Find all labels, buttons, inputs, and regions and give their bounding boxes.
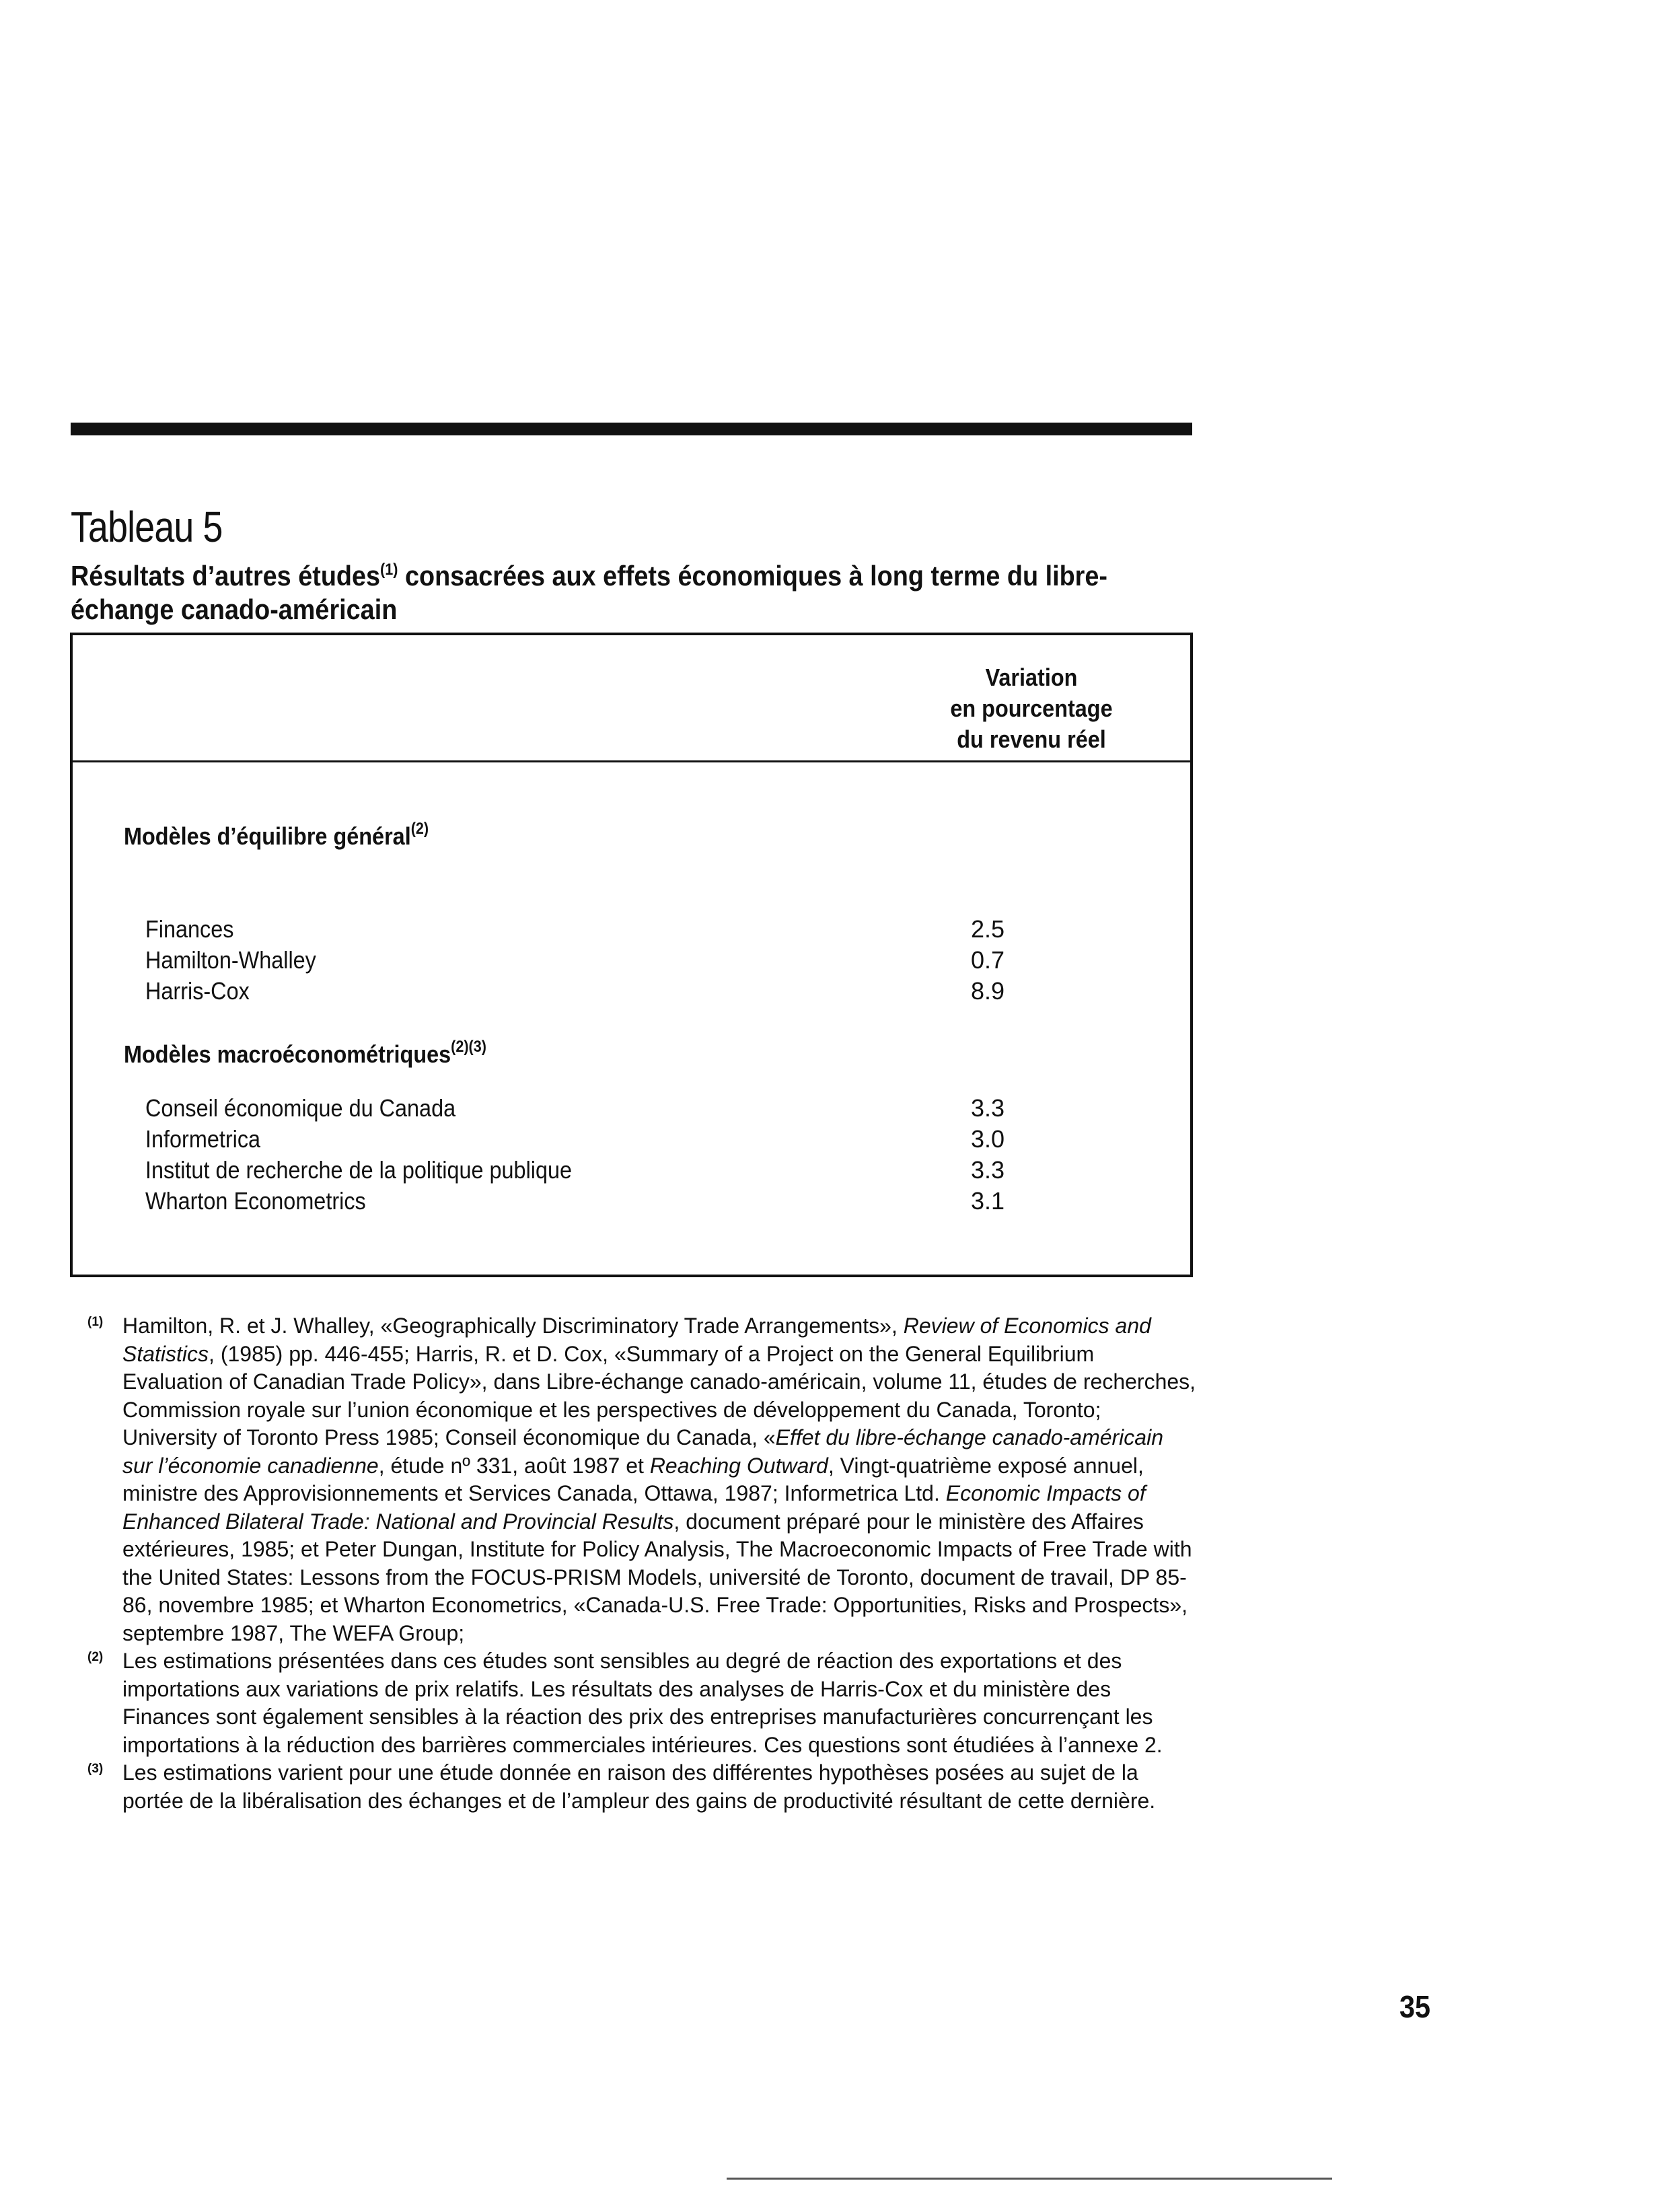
- row-name: Harris-Cox: [145, 977, 250, 1005]
- table-title: [71, 553, 1124, 626]
- top-rule-bar: [71, 423, 1192, 435]
- table-row: [73, 914, 1190, 945]
- row-value: 3.3: [970, 1094, 1005, 1122]
- table-row: [73, 945, 1190, 976]
- row-name: Hamilton-Whalley: [145, 946, 316, 974]
- row-value: 2.5: [970, 915, 1005, 943]
- bottom-rule: [727, 2178, 1332, 2180]
- footnote-marker: (1): [87, 1315, 104, 1329]
- column-header: [865, 662, 1198, 755]
- footnotes: [87, 1312, 1198, 1815]
- footnote-3: [87, 1759, 1198, 1815]
- column-header-line-3: du revenu réel: [957, 725, 1106, 753]
- footnote-italic-segment: Effet du libre-échange canado-américain sur l’économie canadienne: [122, 1425, 1163, 1478]
- section-heading-general-equilibrium: [124, 814, 429, 851]
- table-row: [73, 976, 1190, 1007]
- table-label: Tableau 5: [71, 503, 223, 551]
- row-name: Conseil économique du Canada: [145, 1094, 456, 1122]
- table-row: [73, 1155, 1190, 1186]
- table-title-part2: consacrées aux effets économiques à long terme du libre-échange canado-américain: [71, 560, 1107, 625]
- row-value: 3.0: [970, 1125, 1005, 1153]
- row-value: 3.3: [970, 1156, 1005, 1184]
- footnote-italic-segment: Reaching Outward: [649, 1453, 828, 1478]
- row-value: 0.7: [970, 946, 1005, 974]
- table-title-footnote-ref: (1): [380, 561, 398, 579]
- row-name: Institut de recherche de la politique publique: [145, 1156, 573, 1184]
- row-name: Wharton Econometrics: [145, 1187, 366, 1215]
- results-table: [70, 633, 1193, 1277]
- footnote-segment: , étude nº 331, août 1987 et: [378, 1453, 650, 1478]
- table-row: [73, 1186, 1190, 1217]
- column-header-line-2: en pourcentage: [950, 694, 1113, 722]
- footnote-segment: , (1985) pp. 446-455; Harris, R. et D. Cox, «Summary of a Project on the General Equilibrium Evaluation of Canadian Trade Policy», dans Libre-échange canado-américain, volume 11, études de recherches, Commission royale sur l’union économique et les perspectives de développement du Canada, Toronto; University of Toronto Press 1985; Conseil économique du Canada, «: [122, 1341, 1196, 1449]
- page-number: 35: [1399, 1989, 1431, 2024]
- row-value: 8.9: [970, 977, 1005, 1005]
- footnote-segment: , document préparé pour le ministère des Affaires extérieures, 1985; et Peter Dungan, Institute for Policy Analysis, The Macroeconomic Impacts of Free Trade with the United States: Lessons from the FOCUS-PRISM Models, université de Toronto, document de travail, DP 85-86, novembre 1985; et Wharton Econometrics, «Canada-U.S. Free Trade: Opportunities, Risks and Prospects», septembre 1987, The WEFA Group;: [122, 1509, 1192, 1645]
- section-heading-macroeconometric: [124, 1032, 486, 1069]
- footnote-segment: Hamilton, R. et J. Whalley, «Geographically Discriminatory Trade Arrangements»,: [122, 1314, 904, 1338]
- footnote-1: [87, 1312, 1198, 1647]
- footnote-marker: (2): [87, 1650, 104, 1664]
- row-name: Finances: [145, 915, 234, 943]
- section-heading-text: Modèles macroéconométriques: [124, 1040, 451, 1068]
- footnote-2: [87, 1647, 1198, 1759]
- row-value: 3.1: [970, 1187, 1005, 1215]
- footnote-marker: (3): [87, 1762, 104, 1776]
- section-heading-footnote-ref: (2)(3): [451, 1038, 486, 1056]
- footnote-italic-segment: Economic Impacts of Enhanced Bilateral Trade: National and Provincial Results: [122, 1481, 1146, 1534]
- table-title-part1: Résultats d’autres études: [71, 560, 381, 592]
- row-name: Informetrica: [145, 1125, 261, 1153]
- section-heading-footnote-ref: (2): [410, 820, 429, 838]
- table-row: [73, 1093, 1190, 1124]
- section-heading-text: Modèles d’équilibre général: [124, 822, 411, 850]
- footnote-text: [122, 1312, 1198, 1647]
- header-rule: [73, 760, 1190, 762]
- footnote-segment: , Vingt-quatrième exposé annuel, ministre des Approvisionnements et Services Canada, Ottawa, 1987; Informetrica Ltd.: [122, 1453, 1144, 1505]
- table-row: [73, 1124, 1190, 1155]
- footnote-text: Les estimations varient pour une étude donnée en raison des différentes hypothèses posées au sujet de la portée de la libéralisation des échanges et de l’ampleur des gains de productivité résultant de cette dernière.: [122, 1760, 1156, 1813]
- column-header-line-1: Variation: [985, 664, 1078, 691]
- footnote-text: Les estimations présentées dans ces études sont sensibles au degré de réaction des exportations et des importations aux variations de prix relatifs. Les résultats des analyses de Harris-Cox et du ministère des Finances sont également sensibles à la réaction des prix des entreprises manufacturières concurrençant les importations à la réduction des barrières commerciales intérieures. Ces questions sont étudiées à l’annexe 2.: [122, 1649, 1163, 1757]
- footnote-italic-segment: Review of Economics and Statistics: [122, 1314, 1151, 1366]
